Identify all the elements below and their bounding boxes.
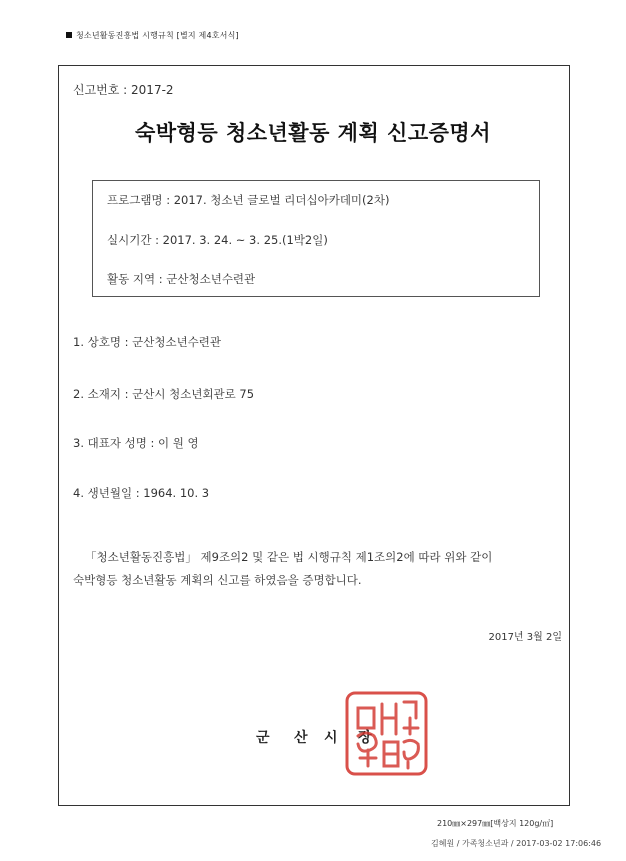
issuer-char-3: 시	[324, 730, 338, 746]
item-birthdate: 4. 생년월일 : 1964. 10. 3	[73, 486, 210, 500]
paper-size-note: 210㎜×297㎜[백상지 120g/㎡]	[437, 819, 554, 828]
statement-line-2: 숙박형등 청소년활동 계획의 신고를 하였음을 증명합니다.	[73, 573, 362, 587]
issuer-char-4: 장	[358, 730, 372, 746]
report-number: 신고번호 : 2017-2	[73, 83, 174, 97]
black-square-icon	[66, 32, 72, 38]
form-header-text: 청소년활동진흥법 시행규칙 [별지 제4호서식]	[76, 31, 239, 40]
official-seal	[342, 688, 431, 779]
certification-statement	[73, 546, 569, 592]
item-representative: 3. 대표자 성명 : 이 원 영	[73, 436, 199, 450]
program-region: 활동 지역 : 군산청소년수련관	[107, 272, 256, 286]
issue-date: 2017년 3월 2일	[488, 632, 562, 643]
item-business-name: 1. 상호명 : 군산청소년수련관	[73, 335, 222, 349]
document-title: 숙박형등 청소년활동 계획 신고증명서	[134, 121, 491, 145]
form-header-note	[66, 30, 239, 41]
program-name: 프로그램명 : 2017. 청소년 글로벌 리더십아카데미(2차)	[107, 193, 390, 207]
item-address: 2. 소재지 : 군산시 청소년회관로 75	[73, 387, 255, 401]
issuer-char-1: 군	[256, 730, 270, 746]
program-period: 실시기간 : 2017. 3. 24. ~ 3. 25.(1박2일)	[107, 233, 328, 247]
statement-line-1: 「청소년활동진흥법」 제9조의2 및 같은 법 시행규칙 제1조의2에 따라 위와 같이	[85, 550, 493, 564]
print-footer-stamp: 김혜원 / 가족청소년과 / 2017-03-02 17:06:46	[431, 839, 602, 848]
issuer-char-2: 산	[294, 730, 308, 746]
